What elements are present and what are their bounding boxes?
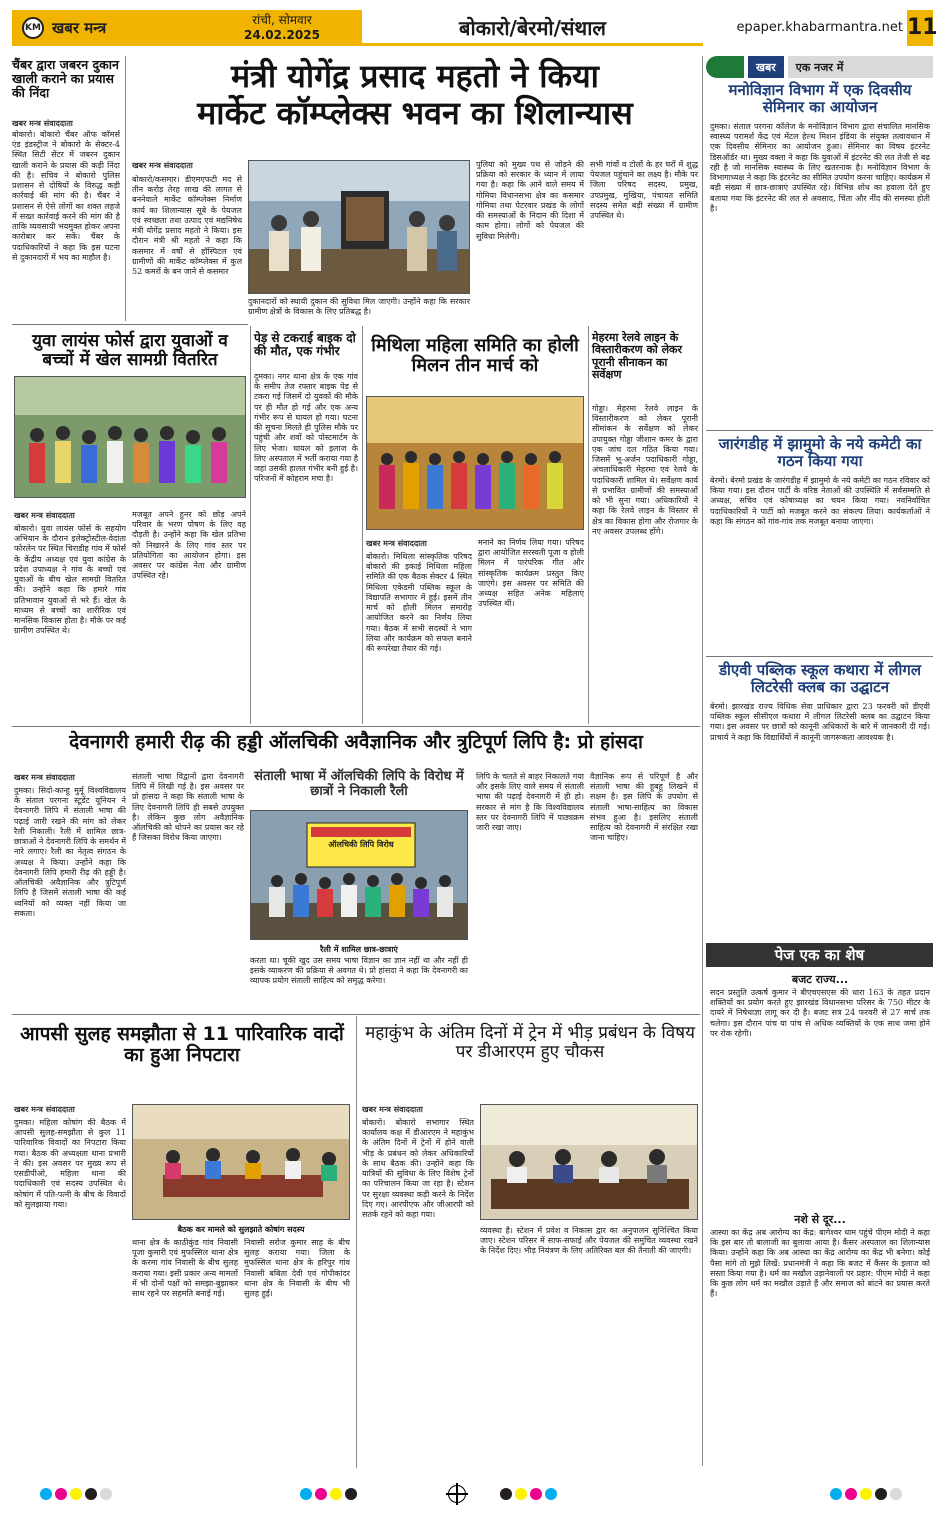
devanagari-body-5: वैज्ञानिक रूप से परिपूर्ण है और संताली भाषा की हूबहू लिखने में सक्षम है। इस लिपि के उपयोग से संताली भाषा-साहित्य का विकास संभव हुआ है। इसलिए संताली साहित्य को देवनागरी में संरक्षित रखा जाना चाहिए। bbox=[590, 772, 698, 843]
railway-headline: मेहरमा रेलवे लाइन के विस्तारीकरण को लेकर पूरानी सीनाकन का सर्वेक्षण bbox=[592, 331, 682, 381]
meeting-photo-art bbox=[133, 1105, 350, 1220]
nashe-subhead: नशे से दूर... bbox=[794, 1213, 846, 1226]
city-day: रांची, सोमवार bbox=[252, 13, 312, 27]
olchiki-caption: रैली में शामिल छात्र-छात्राएं bbox=[320, 945, 398, 954]
color-registration-center-right bbox=[500, 1488, 557, 1500]
mithila-byline: खबर मन्त्र संवाददाता bbox=[366, 539, 427, 548]
devanagari-body: दुमका। सिदो-कान्हु मुर्मू विश्वविद्यालय के संताल परगना स्टूडेंट यूनियन ने देवनागरी लिपि में संताली भाषा की पढ़ाई जारी रखने की मांग को लेकर रैली निकाली। रैली में शामिल छात्र-छात्राओं ने देवनागरी लिपि के समर्थन में नारे लगाए। रैली का नेतृत्व संगठन के अध्यक्ष ने किया। उन्होंने कहा कि देवनागरी लिपि हमारी रीढ़ की हड्डी है। ऑलचिकी अवैज्ञानिक और त्रुटिपूर्ण लिपि है जिसमें संताली भाषा की कई ध्वनियों को व्यक्त नहीं किया जा सकता। bbox=[14, 786, 126, 918]
women-group-photo-art bbox=[367, 397, 584, 530]
color-swatch bbox=[500, 1488, 512, 1500]
color-registration-right bbox=[830, 1488, 902, 1500]
divider bbox=[12, 324, 248, 325]
lions-body: बोकारो। युवा लायंस फोर्स के सहयोग अभियान के दौरान इलेक्ट्रोस्टील-वेदांता फोरलेन पर स्थित चिराडीह गांव में फोर्स के केंद्रीय अध्यक्ष एवं युवा कांग्रेस के प्रदेश उपाध्यक्ष ने गांव के बच्चों एवं युवाओं के बीच खेल सामग्री वितरित की। उन्होंने कहा कि हमारे गांव प्रतिभावान युवाओं से भरे हैं। खेल के माध्यम से बच्चों का शारीरिक एवं मानसिक विकास होता है। मौके पर कई ग्रामीण उपस्थित थे। bbox=[14, 524, 126, 636]
kumbh-headline: महाकुंभ के अंतिम दिनों में ट्रेन में भीड़ प्रबंधन के विषय पर डीआरएम हुए चौकस bbox=[365, 1023, 695, 1063]
kumbh-body: बोकारो। बोकारो सभागार स्थित कार्यालय कक्ष में डीआरएम ने महाकुंभ के अंतिम दिनों में ट्रेनों में होने वाली भीड़ के प्रबंधन को लेकर अधिकारियों के साथ बैठक की। उन्होंने कहा कि यात्रियों की सुविधा के लिए विशेष ट्रेनों का परिचालन किया जा रहा है। स्टेशन पर सुरक्षा व्यवस्था कड़ी करने के निर्देश दिए गए। आरपीएफ और जीआरपी को सतर्क रहने को कहा गया। bbox=[362, 1118, 474, 1220]
kumbh-byline: खबर मन्त्र संवाददाता bbox=[362, 1105, 423, 1114]
jmm-headline: जारंगडीह में झामुमो के नये कमेटी का गठन किया गया bbox=[718, 435, 922, 470]
sulah-body-3: निवासी सरोज कुमार साह के बीच सुलह कराया गया। जिला के मुफस्सिल थाना क्षेत्र के हरिपुर गांव निवासी बबिता देवी एवं गोपीकांदर थाना क्षेत्र के निवासी के बीच भी सुलह हुई। bbox=[244, 1238, 350, 1299]
color-swatch bbox=[845, 1488, 857, 1500]
color-swatch bbox=[875, 1488, 887, 1500]
bike-body: दुमका। नगर थाना क्षेत्र के एक गांव के समीप तेज रफ्तार बाइक पेड़ से टकरा गई जिसमें दो युवकों की मौके पर ही मौत हो गई और एक अन्य गंभीर रूप से घायल हो गया। घटना की सूचना मिलते ही पुलिस मौके पर पहुंची और शवों को पोस्टमार्टम के लिए भेजा। घायल को इलाज के लिए अस्पताल में भर्ती कराया गया है जहां उसकी हालत गंभीर बनी हुई है। परिजनों में कोहराम मचा है। bbox=[254, 372, 358, 484]
devanagari-byline: खबर मन्त्र संवाददाता bbox=[14, 773, 75, 782]
lead-body-3: पुलिया को मुख्य पथ से जोड़ने की प्रक्रिया को सरकार के ध्यान में लाया गया है। कहा कि आने वाले समय में गोमिया विधानसभा क्षेत्र का कसमार गोमिया तथा पेटरवार प्रखंड के लोगों की समस्याओं के निदान की दिशा में काम होगा। लोगों को पेयजल की सुविधा मिलेगी। bbox=[476, 160, 584, 241]
lead-body: बोकारो/कसमार। डीएमएफटी मद से तीन करोड़ तेरह लाख की लागत से बननेवाले मार्केट कॉम्प्लेक्स निर्माण कार्य का शिलान्यास सूबे के पेयजल एवं स्वच्छता तथा उत्पाद एवं मद्यनिषेध मंत्री योगेंद्र प्रसाद महतो ने किया। इस दौरान मंत्री श्री महतो ने कहा कि कसमार में वर्षों से हॉस्पिटल एवं ग्रामीणों की मार्केट कॉम्प्लेक्स में कुल 52 कमरों के बन जाने से कसमार bbox=[132, 175, 242, 277]
budget-subhead: बजट राज्य... bbox=[791, 973, 849, 986]
dateline bbox=[202, 10, 362, 46]
photo-banner-text: ऑलचिकी लिपि विरोध bbox=[328, 840, 394, 849]
sulah-body: दुमका। महिला कोषांग की बैठक में आपसी सुलह-समझौता से कुल 11 पारिवारिक विवादों का निपटारा किया गया। बैठक की अध्यक्षता थाना प्रभारी ने की। इस अवसर पर मुख्य रूप से एसडीपीओ, महिला थाना की पदाधिकारी एवं सदस्य उपस्थित थे। कोषांग में पति-पत्नी के बीच के विवादों को सुलझाया गया। bbox=[14, 1118, 126, 1209]
divider bbox=[12, 726, 700, 727]
sulah-byline: खबर मन्त्र संवाददाता bbox=[14, 1105, 75, 1114]
children-group-photo-art bbox=[15, 377, 246, 498]
lead-photo bbox=[248, 160, 470, 294]
color-swatch bbox=[515, 1488, 527, 1500]
rally-photo-art bbox=[251, 811, 468, 940]
chamber-body: बोकारो। बोकारो चैंबर ऑफ कॉमर्स एंड इंडस्ट्रीज ने बोकारो के सेक्टर-4 स्थित सिटी सेंटर में जबरन दुकान खाली कराने के प्रयास की कड़ी निंदा की है। सचिव ने बोकारो पुलिस प्रशासन से दोषियों के विरुद्ध कड़ी कार्रवाई की मांग की है। चैंबर ने प्रशासन से ऐसे लोगों का शक्त लहजे में सख्त कार्रवाई करने की मांग की है ताकि व्यवसायी भयमुक्त होकर अपना कारोबार कर सकें। चैंबर के पदाधिकारियों ने कहा कि इस घटना से दुकानदारों में भय का माहौल है। bbox=[12, 130, 120, 262]
color-swatch bbox=[860, 1488, 872, 1500]
kumbh-body-2: व्यवस्था है। स्टेशन में प्रवेश व निकास द्वार का अनुपालन सुनिश्चित किया जाए। स्टेशन परिसर में साफ-सफाई और पेयजल की समुचित व्यवस्था रखने के निर्देश दिए। भीड़ नियंत्रण के लिए अतिरिक्त बल की तैनाती की जाएगी। bbox=[480, 1226, 698, 1256]
color-swatch bbox=[40, 1488, 52, 1500]
brand-name: खबर मन्त्र bbox=[52, 19, 107, 37]
color-swatch bbox=[55, 1488, 67, 1500]
bike-headline: पेड़ से टकराई बाइक दो की मौत, एक गंभीर bbox=[254, 331, 356, 359]
ceremony-photo-art bbox=[249, 161, 470, 294]
masthead bbox=[12, 8, 938, 48]
brand-box bbox=[12, 10, 202, 46]
devanagari-body-4: लिपि के चलते से बाहर निकालते गया और इसके लिए वाले समय में संताली भाषा की पढ़ाई देवनागरी में ही हो। सरकार से मांग है कि विश्वविद्यालय स्तर पर देवनागरी लिपि में पाठ्यक्रम जारी रखा जाए। bbox=[476, 772, 584, 833]
chamber-byline: खबर मन्त्र संवाददाता bbox=[12, 119, 73, 128]
sulah-body-2: थाना क्षेत्र के काठीकुंड गांव निवासी पूजा कुमारी एवं मुफस्सिल थाना क्षेत्र के करमा गांव निवासी के बीच सुलह कराया गया। इसी प्रकार अन्य मामलों में भी दोनों पक्षों को समझा-बुझाकर साथ रहने पर सहमति बनाई गई। bbox=[132, 1238, 238, 1299]
lions-byline: खबर मन्त्र संवाददाता bbox=[14, 511, 75, 520]
color-swatch bbox=[890, 1488, 902, 1500]
sulah-caption: बैठक कर मामले को सुलझाते कोषांग सदस्य bbox=[177, 1225, 305, 1234]
divider bbox=[12, 1014, 700, 1015]
devanagari-headline: देवनागरी हमारी रीढ़ की हड्डी ऑलचिकी अवैज्ञानिक और त्रुटिपूर्ण लिपि है: प्रो हांसदा bbox=[69, 731, 643, 753]
divider bbox=[706, 430, 933, 431]
color-swatch bbox=[545, 1488, 557, 1500]
mithila-headline: मिथिला महिला समिति का होली मिलन तीन मार्च को bbox=[371, 335, 579, 377]
lead-headline-line2: मार्केट कॉम्प्लेक्स भवन का शिलान्यास bbox=[197, 93, 633, 132]
kumbh-photo bbox=[480, 1104, 698, 1220]
edition-date: 24.02.2025 bbox=[244, 28, 320, 42]
col-rule bbox=[250, 326, 251, 724]
col-rule bbox=[356, 1016, 357, 1468]
color-swatch bbox=[70, 1488, 82, 1500]
olchiki-photo bbox=[250, 810, 468, 940]
page-shesh-banner: पेज एक का शेष bbox=[706, 943, 933, 967]
jmm-body: बेरमो। बेरमो प्रखंड के जारंगडीह में झामुमो के नये कमेटी का गठन रविवार को किया गया। इस दौरान पार्टी के वरिष्ठ नेताओं की उपस्थिति में सर्वसम्मति से अध्यक्ष, सचिव एवं कोषाध्यक्ष का चयन किया गया। नवनिर्वाचित पदाधिकारियों ने पार्टी को मजबूत करने का संकल्प लिया। कार्यकर्ताओं ने कहा कि संगठन को गांव-गांव तक मजबूत बनाया जाएगा। bbox=[710, 476, 930, 526]
railway-body: गोड्डा। मेहरमा रेलवे लाइन के विस्तारीकरण को लेकर पूरानी सीमांकन के सर्वेक्षण को लेकर उपायुक्त गोड्डा जीशान कमर के द्वारा एक जांच दल गठित किया गया। जिसमें भू-अर्जन पदाधिकारी गोड्डा, अंचलाधिकारी मेहरमा एवं रेलवे के पदाधिकारी शामिल थे। सर्वेक्षण कार्य से प्रभावित ग्रामीणों की समस्याओं को भी सुना गया। अधिकारियों ने कहा कि रेलवे लाइन के विस्तार से क्षेत्र का विकास होगा और रोजगार के नए अवसर उपलब्ध होंगे। bbox=[592, 404, 698, 536]
lead-headline bbox=[132, 58, 698, 132]
lions-photo bbox=[14, 376, 246, 498]
col-rule bbox=[125, 56, 126, 321]
chamber-headline: चैंबर द्वारा जबरन दुकान खाली कराने का प्रयास की निंदा bbox=[12, 57, 119, 100]
color-swatch bbox=[530, 1488, 542, 1500]
psych-body: दुमका। संताल परगना कॉलेज के मनोविज्ञान विभाग द्वारा संचालित मानसिक स्वास्थ्य परामर्श केंद्र एवं मेंटल हेल्थ मिशन इंडिया के संयुक्त तत्वावधान में एक दिवसीय सेमिनार का आयोजन हुआ। सेमिनार का विषय इंटरनेट डिसऑर्डर था। मुख्य वक्ता ने कहा कि युवाओं में इंटरनेट की लत तेजी से बढ़ रही है जो मानसिक स्वास्थ्य के लिए खतरनाक है। मनोविज्ञान विभाग के विभागाध्यक्ष ने कहा कि इंटरनेट का सीमित उपयोग करना चाहिए। कार्यक्रम में बड़ी संख्या में छात्र-छात्राएं उपस्थित रहे। विभिन्न शोध का हवाला देते हुए बताया गया कि इंटरनेट की लत से अवसाद, चिंता और नींद की समस्या होती है। bbox=[710, 122, 930, 213]
nashe-body: आस्था का केंद्र अब आरोग्य का केंद्र: बागेश्वर धाम पहुंचे पीएम मोदी ने कहा कि इस बार तो बालाजी का बुलावा आया है। कैंसर अस्पताल का शिलान्यास किया। उन्होंने कहा कि अब आस्था का केंद्र आरोग्य का केंद्र भी बनेगा। कोई पैसा मांगे तो मुझे लिखें: प्रधानमंत्री ने कहा कि बजट में कैंसर के इलाज को सस्ता किया गया है। धर्म का मखौल उड़ानेवालों पर प्रहार: पीएम मोदी ने कहा कि कुछ लोग धर्म का मखौल उड़ाते हैं और समाज को बांटने का प्रयास करते हैं। bbox=[710, 1228, 930, 1299]
mithila-body: बोकारो। मिथिला सांस्कृतिक परिषद बोकारो की इकाई मिथिला महिला समिति की एक बैठक सेक्टर 4 स्थित मिथिला एकेडमी पब्लिक स्कूल के विद्यापति सभागार में हुई। इसमें तीन मार्च को होली मिलन समारोह आयोजित करने का निर्णय लिया गया। बैठक में सभी सदस्यों ने भाग लिया और कार्यक्रम को सफल बनाने की रूपरेखा तैयार की गई। bbox=[366, 552, 472, 654]
sulah-photo bbox=[132, 1104, 350, 1220]
banner-label-ek-nazar: एक नजर में bbox=[788, 56, 933, 78]
lead-body-2: दुकानदारों को स्थायी दुकान की सुविधा मिल जाएगी। उन्होंने कहा कि सरकार ग्रामीण क्षेत्रों के विकास के लिए प्रतिबद्ध है। bbox=[248, 297, 470, 317]
lions-headline: युवा लायंस फोर्स द्वारा युवाओं व बच्चों में खेल सामग्री वितरित bbox=[32, 331, 228, 371]
color-swatch bbox=[85, 1488, 97, 1500]
registration-crosshair-icon bbox=[448, 1485, 466, 1503]
devanagari-body-3: करता था। चूकी खुद उस समय भाषा विज्ञान का ज्ञान नहीं था और नहीं ही इसके व्याकरण की प्रक्रिया से अवगत थे। प्रो हांसदा ने कहा कि देवनागरी का व्यापक प्रयोग संताली साहित्य को समृद्ध करेगा। bbox=[250, 956, 468, 986]
color-swatch bbox=[345, 1488, 357, 1500]
col-rule bbox=[362, 326, 363, 724]
section-title: बोकारो/बेरमो/संथाल bbox=[362, 10, 703, 46]
color-swatch bbox=[100, 1488, 112, 1500]
dav-headline: डीएवी पब्लिक स्कूल कथारा में लीगल लिटरेसी क्लब का उद्घाटन bbox=[718, 661, 922, 696]
dav-body: बेरमो। झारखंड राज्य विधिक सेवा प्राधिकार द्वारा 23 फरवरी को डीएवी पब्लिक स्कूल सीसीएल कथारा में लीगल लिटरेसी क्लब का उद्घाटन किया गया। इस अवसर पर छात्रों को कानूनी अधिकारों के बारे में जानकारी दी गई। प्राचार्य ने कहा कि विद्यार्थियों में कानूनी जागरूकता आवश्यक है। bbox=[710, 702, 930, 742]
sulah-headline: आपसी सुलह समझौता से 11 पारिवारिक वादों का हुआ निपटारा bbox=[20, 1023, 344, 1067]
mithila-body-2: मनाने का निर्णय लिया गया। परिषद द्वारा आयोजित सरस्वती पूजा व होली मिलन में पारंपरिक गीत और सांस्कृतिक कार्यक्रम प्रस्तुत किए जाएंगे। इस अवसर पर समिति की अध्यक्ष सहित अनेक महिलाएं उपस्थित थीं। bbox=[478, 538, 584, 609]
lead-headline-line1: मंत्री योगेंद्र प्रसाद महतो ने किया bbox=[231, 57, 599, 95]
color-swatch bbox=[300, 1488, 312, 1500]
color-registration-center-left bbox=[300, 1488, 357, 1500]
color-registration-left bbox=[40, 1488, 112, 1500]
epaper-link[interactable] bbox=[703, 10, 938, 46]
color-swatch bbox=[330, 1488, 342, 1500]
ek-nazar-banner bbox=[706, 56, 933, 78]
drm-meeting-photo-art bbox=[481, 1105, 698, 1220]
mithila-photo bbox=[366, 396, 584, 530]
brand-logo: KM bbox=[22, 17, 44, 39]
devanagari-body-2: संताली भाषा विद्वानों द्वारा देवनागरी लिपि में लिखी गई है। इस अवसर पर प्रो हांसदा ने कहा कि संताली भाषा के लिए देवनागरी लिपि ही सबसे उपयुक्त है। लेकिन कुछ लोग अवैज्ञानिक ऑलचिकी को थोपने का प्रयास कर रहे हैं जिसका विरोध किया जाएगा। bbox=[132, 772, 244, 843]
website-url[interactable]: epaper.khabarmantra.net bbox=[736, 20, 903, 35]
psych-headline: मनोविज्ञान विभाग में एक दिवसीय सेमिनार का आयोजन bbox=[728, 81, 912, 116]
banner-accent bbox=[706, 56, 744, 78]
page-number: 11 bbox=[907, 10, 933, 46]
lions-body-2: मजबूत अपने हुनर को छोड़ अपने परिवार के भरण पोषण के लिए वह दौड़ती है। उन्होंने कहा कि खेल प्रतिभा को निखारने के लिए गांव स्तर पर प्रतियोगिता का आयोजन होगा। इस अवसर पर कांग्रेस नेता और ग्रामीण उपस्थित रहे। bbox=[132, 510, 246, 581]
olchiki-headline: संताली भाषा में ऑलचिकी लिपि के विरोध में छात्रों ने निकाली रैली bbox=[254, 769, 464, 799]
color-swatch bbox=[315, 1488, 327, 1500]
col-rule bbox=[588, 326, 589, 724]
lead-byline: खबर मन्त्र संवाददाता bbox=[132, 161, 193, 170]
lead-body-4: सभी गांवों व टोलों के हर घरों में शुद्ध पेयजल पहुंचाने का लक्ष्य है। मौके पर जिला परिषद सदस्य, प्रमुख, उपप्रमुख, मुखिया, पंचायत समिति सदस्य समेत बड़ी संख्या में ग्रामीण उपस्थित थे। bbox=[590, 160, 698, 221]
divider bbox=[706, 656, 933, 657]
banner-label-khabar: खबर bbox=[748, 56, 784, 78]
col-rule bbox=[702, 56, 703, 1466]
color-swatch bbox=[830, 1488, 842, 1500]
budget-body: सदन प्रस्तुति उत्कर्ष कुमार ने बीएचएसएस की धारा 163 के तहत प्रदान शक्तियों का प्रयोग करते हुए झारखंड विधानसभा परिसर के 750 मीटर के दायरे में निषेधाज्ञा लागू कर दी है। बजट सत्र 24 फरवरी से 27 मार्च तक चलेगा। इस दौरान पांच या पांच से अधिक व्यक्तियों के एक साथ जमा होने पर रोक रहेगी। bbox=[710, 988, 930, 1038]
